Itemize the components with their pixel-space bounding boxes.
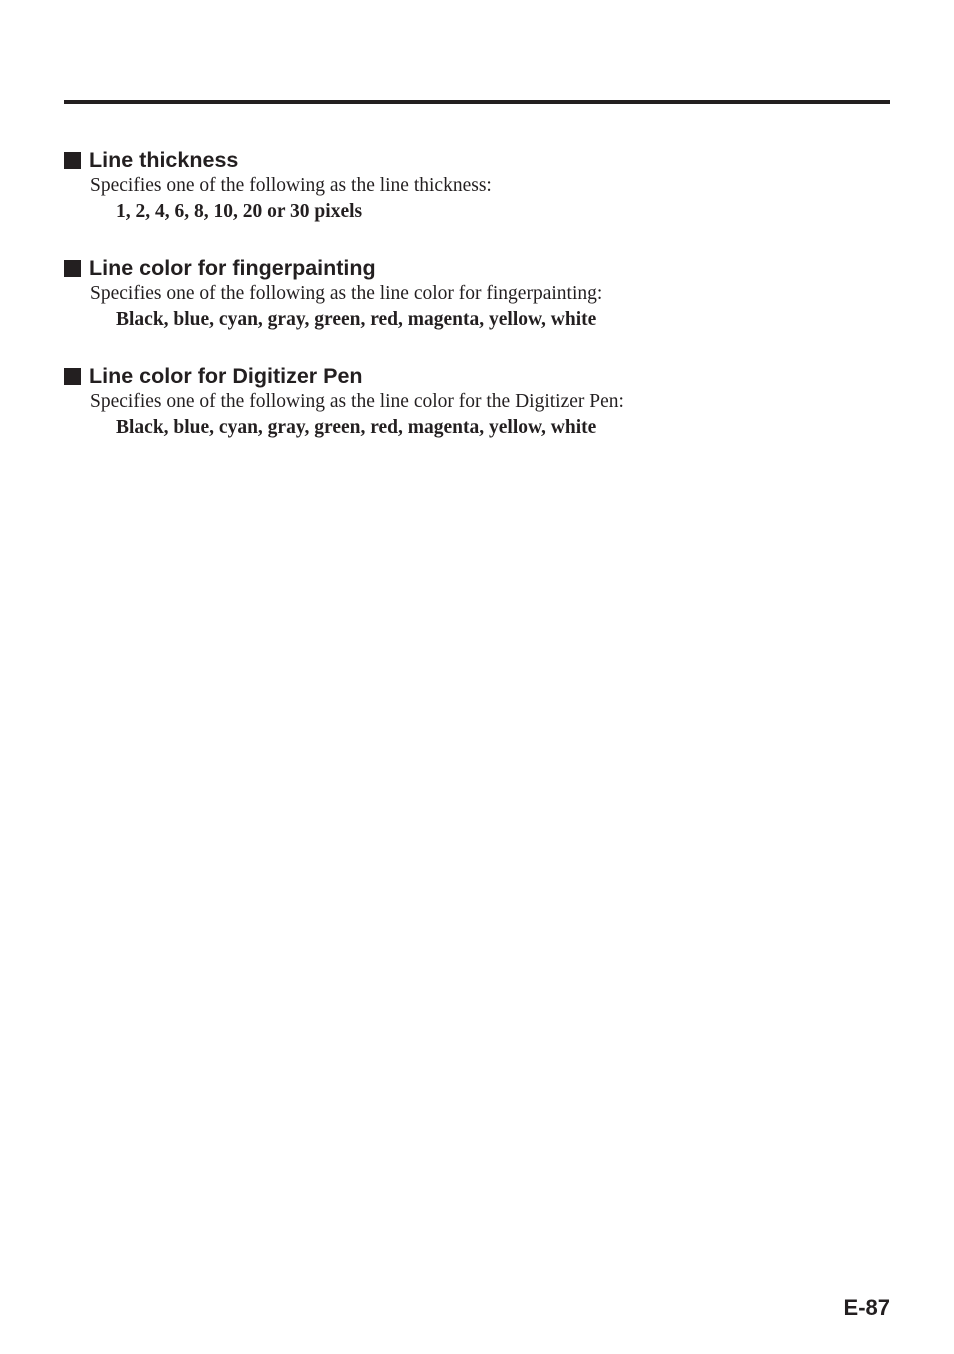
section-values: 1, 2, 4, 6, 8, 10, 20 or 30 pixels <box>116 201 363 222</box>
section-values: Black, blue, cyan, gray, green, red, magenta, yellow, white <box>116 309 597 330</box>
page-number: E-87 <box>843 1295 890 1320</box>
header-rule <box>64 100 890 104</box>
square-bullet-icon <box>64 152 81 169</box>
section-heading <box>64 255 890 281</box>
section-line-color-fingerpainting <box>64 255 890 333</box>
section-description: Specifies one of the following as the line color for fingerpainting: <box>90 283 603 304</box>
section-line-color-digitizer-pen <box>64 363 890 441</box>
section-heading-text: Line thickness <box>89 148 239 172</box>
section-line-thickness <box>64 147 890 225</box>
section-values: Black, blue, cyan, gray, green, red, magenta, yellow, white <box>116 417 597 438</box>
section-description: Specifies one of the following as the line color for the Digitizer Pen: <box>90 391 624 412</box>
section-heading-text: Line color for fingerpainting <box>89 256 376 280</box>
square-bullet-icon <box>64 368 81 385</box>
section-description: Specifies one of the following as the line thickness: <box>90 175 492 196</box>
section-heading <box>64 147 890 173</box>
section-heading-text: Line color for Digitizer Pen <box>89 364 363 388</box>
section-heading <box>64 363 890 389</box>
square-bullet-icon <box>64 260 81 277</box>
